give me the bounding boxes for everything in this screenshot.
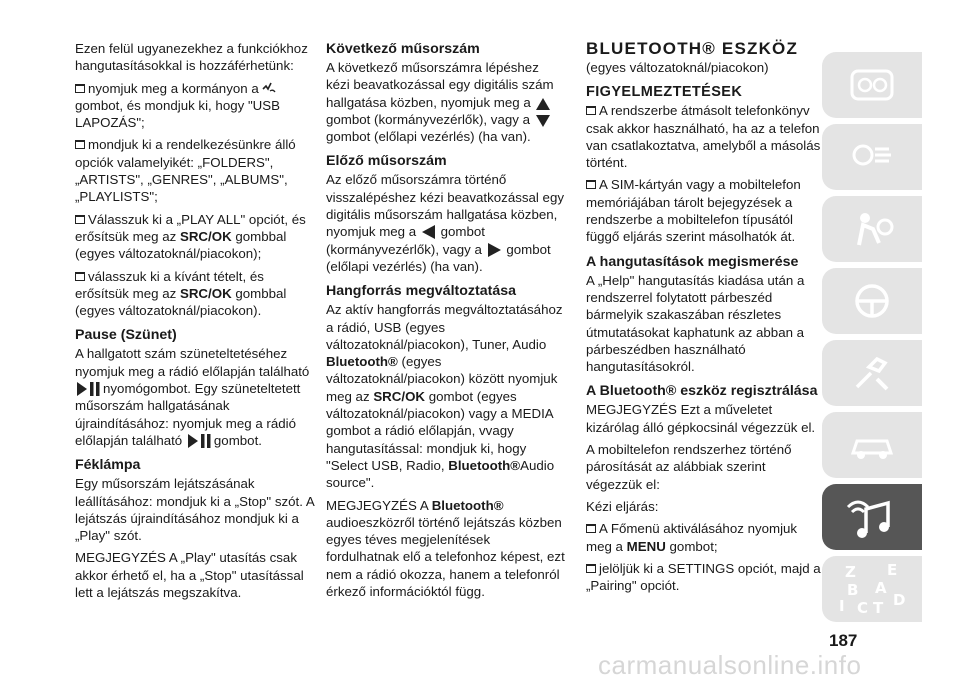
next-track-text: A következő műsorszámra lépéshez kézi beavatkozással egy digitális szám hallgatása közben, nyomjuk meg a gombot (kormányvezérlők), vagy a gombot (előlapi vezérlés) (ha van). — [326, 60, 554, 145]
bluetooth-note: MEGJEGYZÉS A Bluetooth® audioeszközről történő lejátszás közben egyes téves megjelenítések fordulhatnak elő a telefonhoz képest, ezt nem a rádió okozza, hanem a telefonról érkező információktól függ. — [326, 497, 565, 600]
dashboard-icon — [847, 65, 897, 105]
list-item: A Főmenü aktiválásához nyomjuk meg a MENU gombot; — [586, 521, 798, 554]
chapter-tabs — [822, 52, 922, 628]
heading-stop: Féklámpa — [75, 457, 141, 474]
steering-icon — [847, 281, 897, 321]
bullet-icon — [586, 106, 596, 115]
list-item: jelöljük ki a SETTINGS opciót, majd a „Pairing" opciót. — [586, 560, 821, 594]
tab-steering[interactable] — [822, 268, 922, 334]
watermark: carmanualsonline.info — [598, 650, 862, 680]
index-letter: B — [847, 581, 859, 599]
multimedia-icon — [844, 493, 900, 541]
column-1 — [75, 40, 315, 606]
bullet-icon — [75, 215, 85, 224]
list-item: nyomjuk meg a kormányon agombot, és mondjuk ki, hogy "USB LAPOZÁS"; — [75, 80, 281, 131]
src-ok-label: SRC/OK — [179, 228, 232, 244]
bluetooth-subtitle: (egyes változatoknál/piacokon) — [586, 60, 769, 75]
triangle-up-icon — [536, 98, 550, 110]
tab-index[interactable] — [822, 556, 922, 622]
heading-next-track: Következő műsorszám — [326, 41, 480, 57]
pause-text: A hallgatott szám szüneteltetéséhez nyomjuk meg a rádió előlapján található nyomógombot. Egy szüneteltetett műsorszám hallgatásának újraindításához: nyomjuk meg a rádió előlapján található gombot. — [75, 346, 310, 448]
list-item: mondjuk ki a rendelkezésünkre álló opciók valamelyikét: „FOLDERS", „ARTISTS", „GENRES", „ALBUMS", „PLAYLISTS"; — [75, 137, 296, 205]
manual-procedure-label: Kézi eljárás: — [586, 498, 659, 514]
page-number: 187 — [829, 631, 858, 650]
column-3 — [586, 40, 822, 599]
tab-car-service[interactable] — [822, 412, 922, 478]
list-item: Válasszuk ki a „PLAY ALL" opciót, és erősítsük meg az SRC/OK gombbal (egyes változatoknál/piacokon); — [75, 211, 306, 262]
bullet-icon — [586, 564, 596, 573]
triangle-left-icon — [422, 225, 435, 239]
heading-voice-help: A hangutasítások megismerése — [586, 253, 799, 270]
menu-button-label: MENU — [626, 538, 666, 554]
index-letter: C — [857, 599, 869, 617]
tab-warning-lights[interactable] — [822, 124, 922, 190]
voice-help-text: A „Help" hangutasítás kiadása után a rendszerrel folytatott párbeszéd bármelyik szakaszában részletes útmutatásokat kaphatunk az abban a párbeszédben használható hangutasításokról. — [586, 272, 805, 375]
bullet-icon — [586, 180, 596, 189]
stop-text: Egy műsorszám lejátszásának leállításához: mondjuk ki a „Stop" szót. A lejátszás újraindításához mondjuk ki a „Play" szót. — [75, 476, 315, 544]
intro-text: Ezen felül ugyanezekhez a funkciókhoz hangutasításokkal is hozzáférhetünk: — [75, 41, 308, 74]
index-letters-icon — [837, 561, 907, 617]
previous-track-text: Az előző műsorszámra történő visszalépéshez kézi beavatkozással egy digitális műsorszám hallgatása közben, nyomjuk meg a gombot (kormányvezérlők), vagy a gombot (előlapi vezérlés) (ha van). — [326, 172, 564, 274]
voice-command-icon — [261, 80, 277, 96]
tab-tools[interactable] — [822, 340, 922, 406]
tab-dashboard[interactable] — [822, 52, 922, 118]
bullet-icon — [75, 272, 85, 281]
car-service-icon — [847, 425, 897, 465]
heading-registration: A Bluetooth® eszköz regisztrálása — [586, 383, 818, 400]
bullet-icon — [75, 84, 85, 93]
column-2 — [326, 40, 566, 605]
heading-bluetooth: BLUETOOTH® ESZKÖZ — [586, 39, 799, 58]
source-change-text: Az aktív hangforrás megváltoztatásához a rádió, USB (egyes változatoknál/piacokon), Tuner, Audio Bluetooth® (egyes változatoknál/piacokon) között nyomjuk meg az SRC/OK gombot (egyes változatoknál/piacokon) vagy a MEDIA gombot a rádió előlapján, vvagy hangutasítással: mondjuk ki, hogy "Select USB, Radio, Bluetooth®Audio source". — [326, 302, 563, 491]
list-item: A SIM-kártyán vagy a mobiltelefon memóriájában tárolt bejegyzések a rendszerbe a mobiltelefon típusától függő eljárás szerint másolhatók át. — [586, 177, 801, 245]
heading-warnings: FIGYELMEZTETÉSEK — [586, 84, 743, 101]
tab-airbag[interactable] — [822, 196, 922, 262]
tools-icon — [847, 353, 897, 393]
stop-note: MEGJEGYZÉS A „Play" utasítás csak akkor érhető el, ha a „Stop" utasítással lett a lejátszás megszakítva. — [75, 550, 304, 601]
airbag-icon — [847, 209, 897, 249]
index-letter: E — [887, 561, 898, 579]
heading-source-change: Hangforrás megváltoztatása — [326, 283, 517, 300]
list-item: A rendszerbe átmásolt telefonkönyv csak akkor használható, ha az a telefon van csatlakoztatva, amelyből a másolás történt. — [586, 103, 821, 171]
warning-lights-icon — [847, 137, 897, 177]
list-item: válasszuk ki a kívánt tételt, és erősítsük meg az SRC/OK gombbal (egyes változatoknál/piacokon). — [75, 268, 287, 319]
triangle-right-icon — [488, 243, 501, 257]
registration-note: MEGJEGYZÉS Ezt a műveletet kizárólag álló gépkocsinál végezzük el. — [586, 402, 816, 435]
heading-pause: Pause (Szünet) — [75, 327, 177, 344]
src-ok-label: SRC/OK — [179, 285, 232, 301]
bullet-icon — [586, 524, 596, 533]
heading-previous-track: Előző műsorszám — [326, 153, 447, 170]
index-letter: D — [893, 591, 906, 609]
play-pause-icon — [188, 434, 212, 448]
bullet-icon — [75, 140, 85, 149]
registration-text: A mobiltelefon rendszerhez történő párosítását az alábbiak szerint végezzük el: — [586, 442, 792, 492]
index-letter: Z — [845, 563, 856, 581]
index-letter: I — [839, 597, 845, 615]
play-pause-icon — [77, 382, 101, 396]
triangle-down-icon — [536, 115, 550, 127]
index-letter: A — [875, 579, 887, 597]
tab-multimedia[interactable] — [822, 484, 922, 550]
index-letter: T — [873, 599, 884, 617]
